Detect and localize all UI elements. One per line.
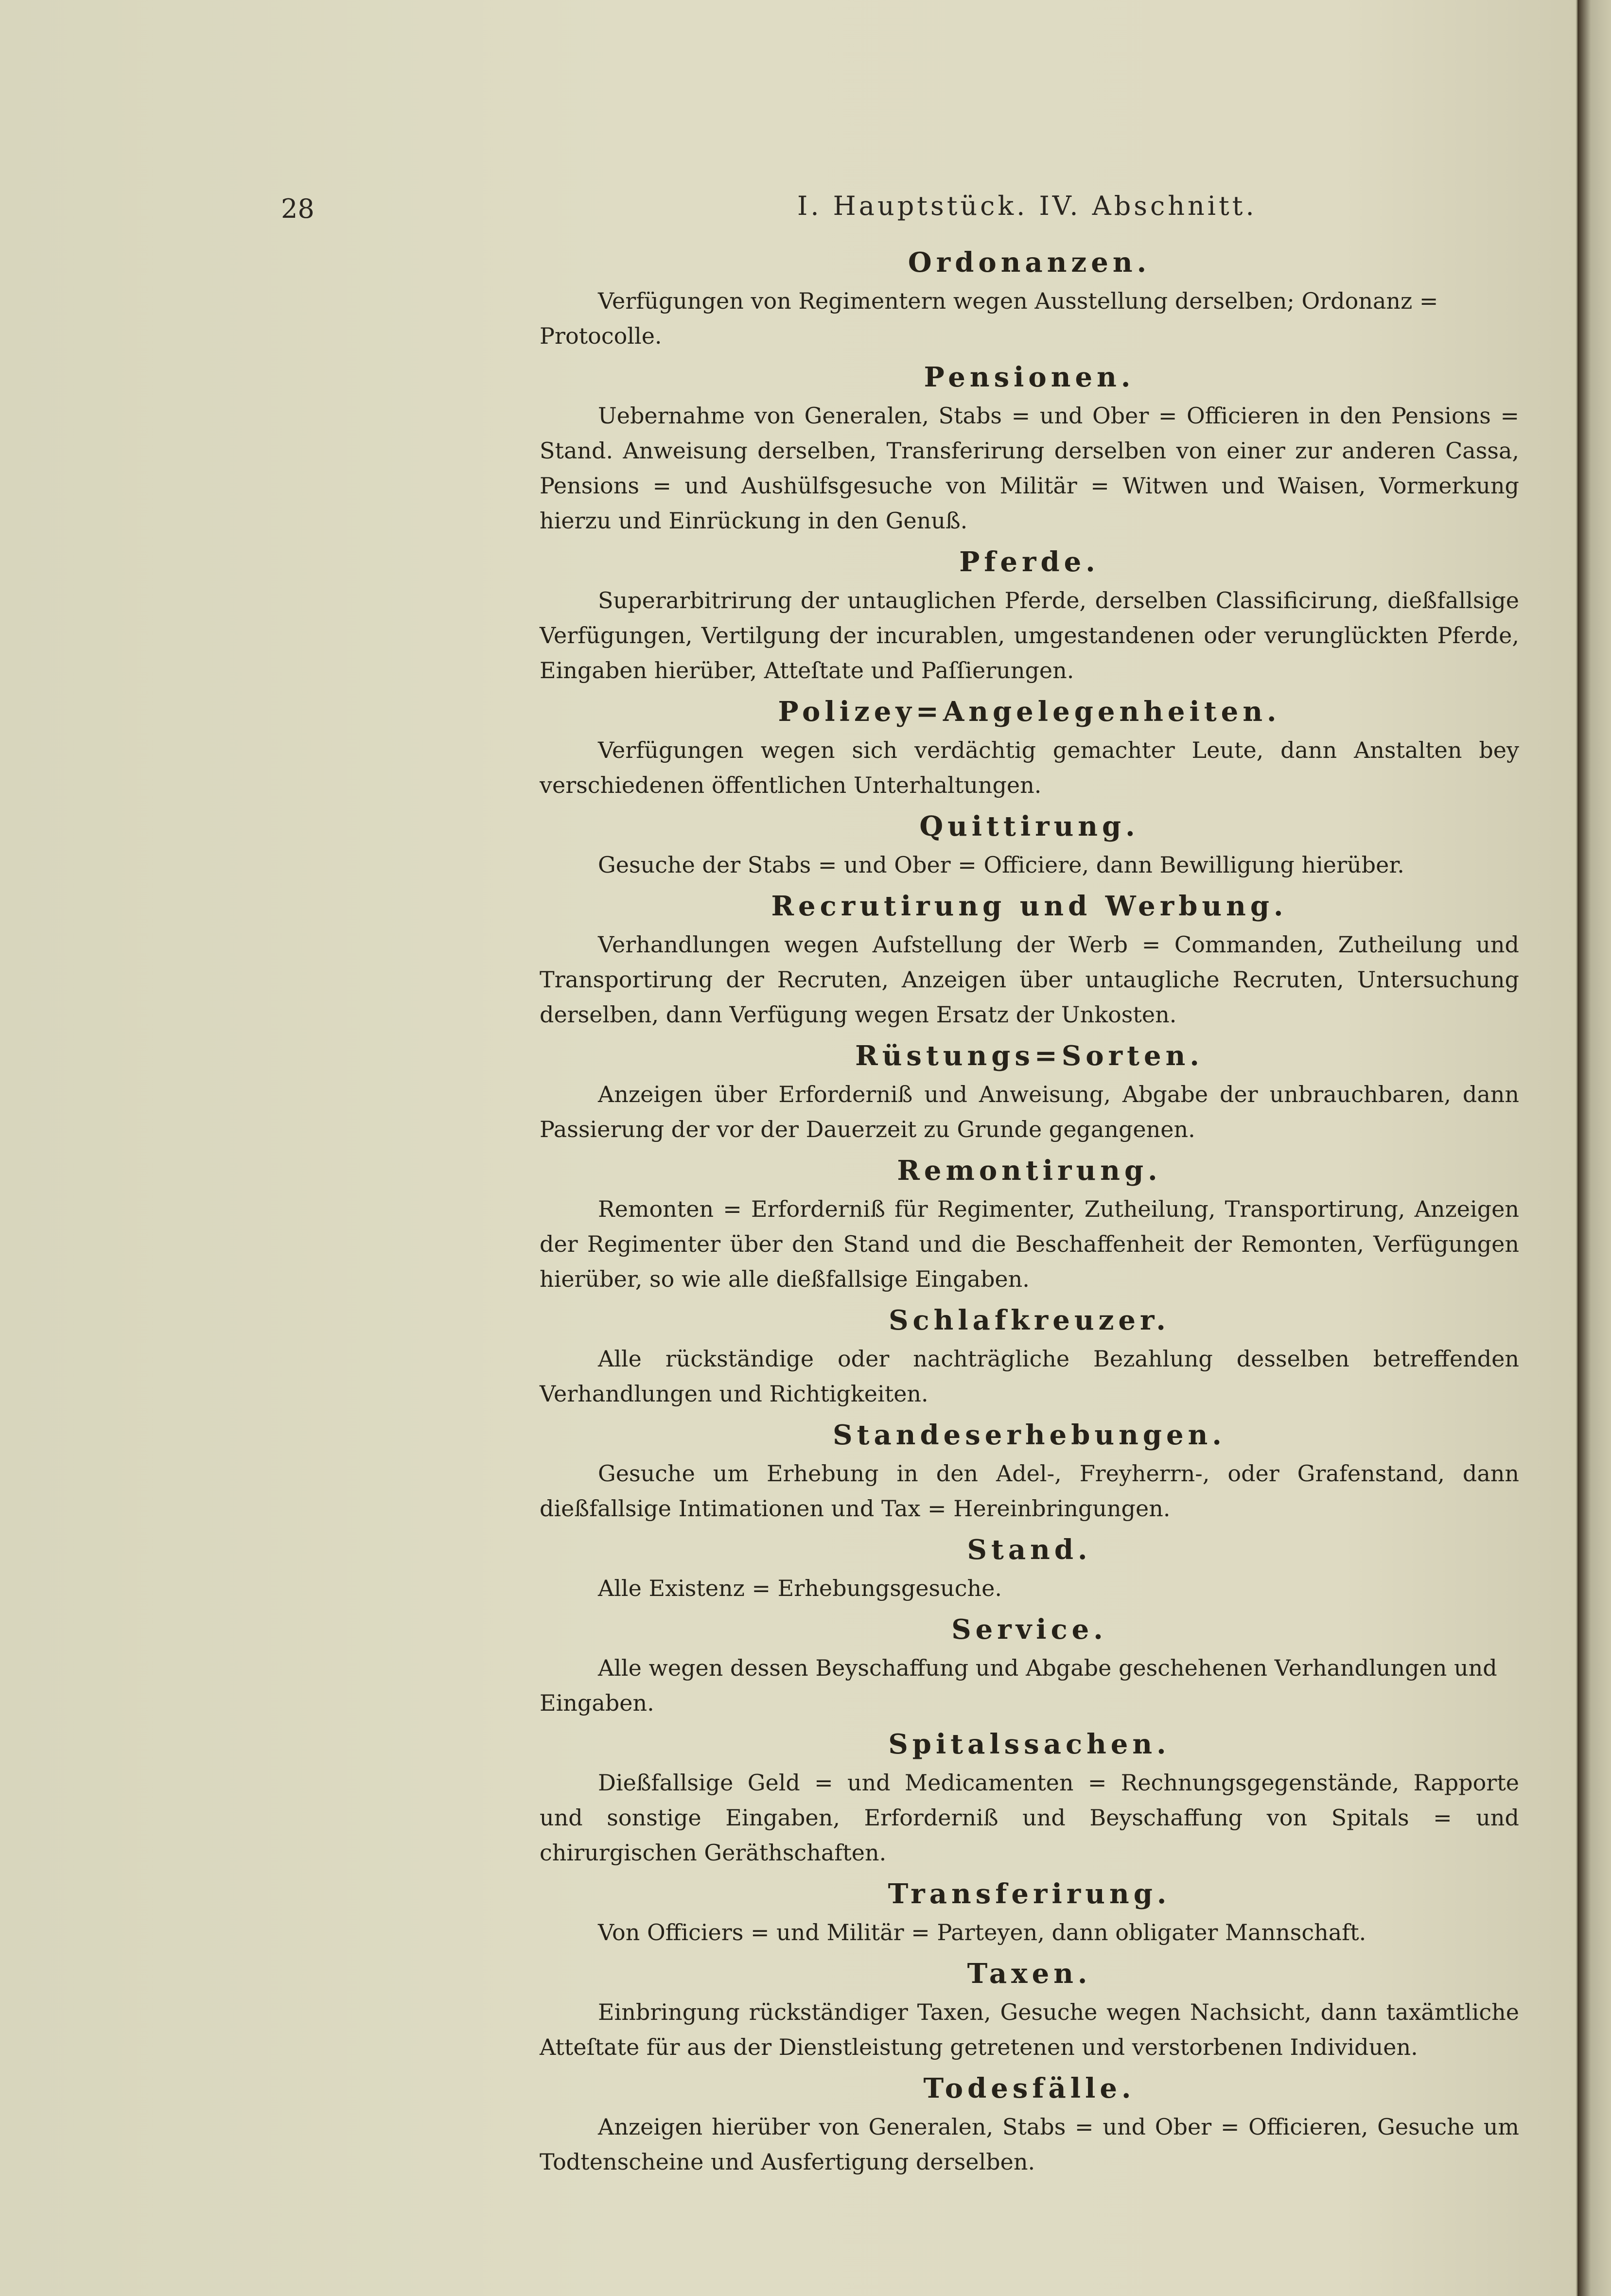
entry-text: Verfügungen wegen sich verdächtig gemachter Leute, dann Anstalten bey verschiedenen öffentlichen Unterhaltungen. (540, 737, 1519, 798)
entry-todesfaelle (540, 2071, 1519, 2179)
entry-text: Anzeigen über Erforderniß und Anweisung, Abgabe der unbrauchbaren, dann Passierung der vor der Dauerzeit zu Grunde gegangenen. (540, 1081, 1519, 1142)
entry-text: Alle Existenz = Erhebungsgesuche. (598, 1575, 1002, 1601)
entry-heading: Service. (951, 1613, 1107, 1646)
entry-text: Gesuche um Erhebung in den Adel-, Freyherrn-, oder Grafenstand, dann dießfallsige Intimationen und Tax = Hereinbringungen. (540, 1460, 1519, 1522)
entry-quittirung (540, 809, 1519, 882)
entry-heading: Ordonanzen. (908, 246, 1151, 279)
entry-text: Anzeigen hierüber von Generalen, Stabs = und Ober = Officieren, Gesuche um Todtenscheine und Ausfertigung derselben. (540, 2114, 1519, 2175)
entry-text: Gesuche der Stabs = und Ober = Officiere, dann Bewilligung hierüber. (598, 852, 1404, 878)
entry-stand (540, 1533, 1519, 1606)
entry-text: Von Officiers = und Militär = Parteyen, dann obligater Mannschaft. (598, 1919, 1366, 1945)
entry-text: Einbringung rückständiger Taxen, Gesuche wegen Nachsicht, dann taxämtliche Atteſtate für aus der Dienstleistung getretenen und verstorbenen Individuen. (540, 1999, 1519, 2060)
entry-ruestungs-sorten (540, 1039, 1519, 1147)
entry-heading: Remontirung. (897, 1155, 1162, 1187)
entry-service (540, 1612, 1519, 1720)
entry-text: Alle wegen dessen Beyschaffung und Abgabe geschehenen Verhandlungen und Eingaben. (540, 1655, 1497, 1716)
entry-text: Superarbitrirung der untauglichen Pferde, derselben Classificirung, dießfallsige Verfügungen, Vertilgung der incurablen, umgestandenen oder verunglückten Pferde, Eingaben hierüber, Atteſtate und Paſſierungen. (540, 587, 1519, 684)
entry-standeserhebungen (540, 1418, 1519, 1526)
entry-polizey (540, 695, 1519, 803)
entry-taxen (540, 1957, 1519, 2065)
entry-text: Dießfallsige Geld = und Medicamenten = Rechnungsgegenstände, Rapporte und sonstige Eingaben, Erforderniß und Beyschaffung von Spitals = und chirurgischen Geräthschaften. (540, 1770, 1519, 1866)
entry-heading: Todesfälle. (923, 2072, 1136, 2104)
entry-ordonanzen (540, 245, 1519, 353)
entry-heading: Transferirung. (888, 1878, 1171, 1910)
entry-remontirung (540, 1154, 1519, 1297)
entry-heading: Pensionen. (924, 361, 1135, 393)
entry-text: Verhandlungen wegen Aufstellung der Werb = Commanden, Zutheilung und Transportirung der Recruten, Anzeigen über untaugliche Recruten, Untersuchung derselben, dann Verfügung wegen Ersatz der Unkosten. (540, 931, 1519, 1028)
entry-heading: Stand. (967, 1534, 1092, 1566)
next-page-edge (1577, 0, 1611, 2296)
entry-text: Remonten = Erforderniß für Regimenter, Zutheilung, Transportirung, Anzeigen der Regimenter über den Stand und die Beschaffenheit der Remonten, Verfügungen hierüber, so wie alle dießfallsige Eingaben. (540, 1196, 1519, 1292)
running-head: I. Hauptstück. IV. Abschnitt. (797, 191, 1257, 221)
entry-heading: Polizey=Angelegenheiten. (778, 696, 1281, 728)
entry-text: Alle rückständige oder nachträgliche Bezahlung desselben betreffenden Verhandlungen und Richtigkeiten. (540, 1346, 1519, 1407)
entry-heading: Pferde. (959, 546, 1100, 578)
entry-heading: Standeserhebungen. (833, 1419, 1226, 1451)
page-number: 28 (281, 193, 315, 224)
entry-text: Verfügungen von Regimentern wegen Ausstellung derselben; Ordonanz = Protocolle. (540, 288, 1438, 349)
entry-text: Uebernahme von Generalen, Stabs = und Ober = Officieren in den Pensions = Stand. Anweisung derselben, Transferirung derselben von einer zur anderen Cassa, Pensions = und Aushülfsgesuche von Militär = Witwen und Waisen, Vormerkung hierzu und Einrückung in den Genuß. (540, 403, 1519, 534)
entry-heading: Recrutirung und Werbung. (771, 890, 1288, 922)
entry-heading: Spitalssachen. (888, 1728, 1171, 1760)
entry-pensionen (540, 360, 1519, 538)
entry-heading: Rüstungs=Sorten. (855, 1040, 1204, 1072)
entry-heading: Quittirung. (919, 810, 1139, 842)
entry-heading: Schlafkreuzer. (889, 1304, 1170, 1336)
entry-schlafkreuzer (540, 1303, 1519, 1411)
entry-heading: Taxen. (967, 1958, 1092, 1990)
page-content (540, 245, 1519, 2186)
entry-transferirung (540, 1877, 1519, 1950)
entry-recrutirung (540, 889, 1519, 1032)
entry-spitalssachen (540, 1727, 1519, 1870)
entry-pferde (540, 545, 1519, 688)
